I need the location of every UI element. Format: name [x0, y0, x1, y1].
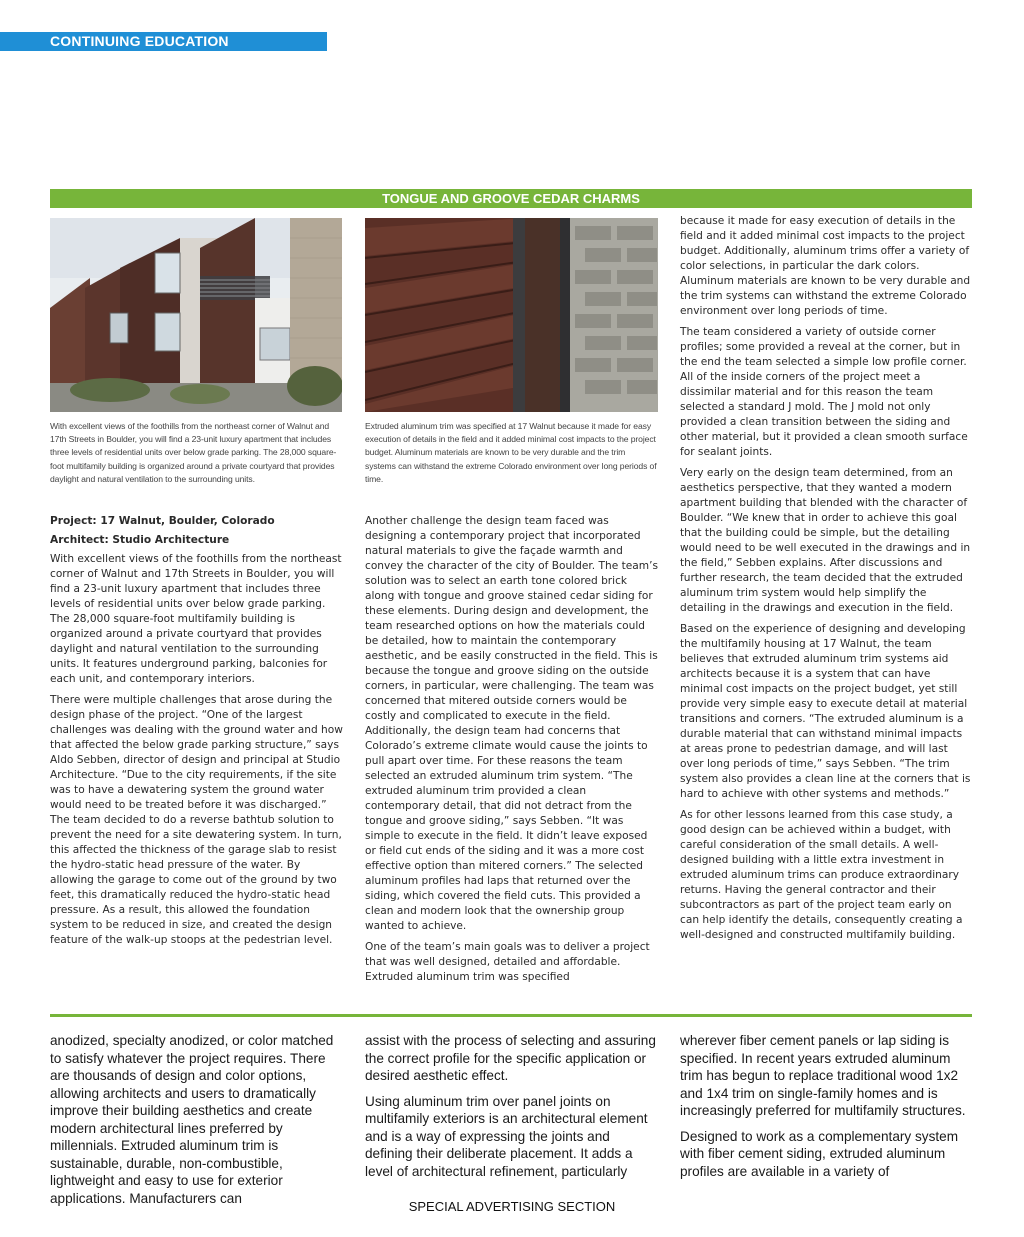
paragraph: The team considered a variety of outside corner profiles; some provided a reveal at the corner, but in the end the team selected a simple low profile corner. All of the inside corners of the project meet a dissimilar material and for this reason the team selected a standard J mold. The J mold not only provided a clean transition between the siding and other material, but it provided a clean smooth surface for sealant joints. [680, 326, 968, 458]
paragraph: Another challenge the design team faced was designing a contemporary project that incorporated natural materials to give the façade warmth and convey the character of the city of Boulder. The team’s solution was to select an earth tone colored brick along with tongue and groove stained cedar siding for these elements. During design and development, the team researched options on how the materials could be detailed, how to maintain the contemporary aesthetic, and be easily constructed in the field. This is because the tongue and groove siding on the outside corners, in particular, were challenging. The team was concerned that mitered outside corners would be costly and complicated to execute in the field. Additionally, the design team had concerns that Colorado’s extreme climate would cause the joints to pull apart over time. For these reasons the team selected an extruded aluminum trim system. “The extruded aluminum trim provided a clean contemporary detail, that did not detract from the tongue and groove siding,” says Sebben. “It was simple to execute in the field. It didn’t leave exposed or field cut ends of the siding and it was a more cost effective option than mitered corners.” The selected aluminum profiles had laps that returned over the siding, which covered the field cuts. This provided a clean and modern look that the ownership group wanted to achieve. [365, 515, 658, 932]
footer-label: SPECIAL ADVERTISING SECTION [408, 1199, 616, 1214]
sidebar-title: TONGUE AND GROOVE CEDAR CHARMS [50, 189, 972, 208]
section-label: CONTINUING EDUCATION [0, 32, 327, 51]
building-photo [50, 218, 342, 412]
paragraph: Based on the experience of designing and developing the multifamily housing at 17 Walnut, the team believes that extruded aluminum trim systems aid architects because it is a system that can have minimal cost impacts on the project budget, yet still provide very simple easy to execute detail at material transitions and corners. “The extruded aluminum is a durable material that can withstand minimal impacts at areas prone to pedestrian damage, and will last over long periods of time,” says Sebben. “The trim system also provides a clean line at the corners that is hard to achieve with other systems and methods.” [680, 623, 971, 800]
main-column-3 [680, 1032, 974, 1188]
sidebar-column-1 [50, 514, 343, 954]
paragraph: With excellent views of the foothills from the northeast corner of Walnut and 17th Streets in Boulder, you will find a 23-unit luxury apartment that includes three levels of residential units over below grade parking. The 28,000 square-foot multifamily building is organized around a private courtyard that provides daylight and natural ventilation to the surrounding units. It features underground parking, balconies for each unit, and contemporary interiors. [50, 553, 342, 685]
paragraph: anodized, specialty anodized, or color matched to satisfy whatever the project requires. There are thousands of design and color options, allowing architects and users to dramatically improve their building aesthetics and create modern architectural lines preferred by millennials. Extruded aluminum trim is sustainable, durable, non-combustible, lightweight and easy to use for exterior applications. Manufacturers can [50, 1033, 334, 1206]
paragraph: Using aluminum trim over panel joints on multifamily exteriors is an architectural element and is a way of expressing the joints and defining their deliberate placement. It adds a level of architectural refinement, particularly [365, 1093, 648, 1179]
paragraph: One of the team’s main goals was to deliver a project that was well designed, detailed and affordable. Extruded aluminum trim was specified [365, 941, 650, 983]
siding-photo-caption: Extruded aluminum trim was specified at 17 Walnut because it made for easy execution of details in the field and it added minimal cost impacts to the project budget. Aluminum materials are known to be very durable and the trim systems can withstand the extreme Colorado environment over long periods of time. [365, 421, 657, 484]
paragraph: wherever fiber cement panels or lap siding is specified. In recent years extruded aluminum trim has begun to replace traditional wood 1x2 and 1x4 trim on single-family homes and is increasingly preferred for multifamily structures. [680, 1033, 966, 1118]
siding-detail-photo [365, 218, 658, 412]
paragraph: As for other lessons learned from this case study, a good design can be achieved within a budget, with careful consideration of the small details. A well-designed building with a little extra investment in extruded aluminum trims can produce extraordinary returns. Having the general contractor and their subcontractors as part of the project team early on can help identify the details, consequently creating a well-designed and constructed multifamily building. [680, 809, 963, 941]
main-column-1 [50, 1032, 344, 1215]
sidebar-column-3 [680, 214, 973, 949]
paragraph: Very early on the design team determined, from an aesthetics perspective, that they wanted a modern apartment building that blended with the character of Boulder. “We knew that in order to achieve this goal that the building could be simple, but the detailing would need to be well executed in the drawings and in the field,” Sebben explains. After discussions and further research, the team decided that the extruded aluminum trim system would help simplify the detailing in the drawings and execution in the field. [680, 467, 971, 614]
main-column-2 [365, 1032, 659, 1188]
paragraph: assist with the process of selecting and assuring the correct profile for the specific application or desired aesthetic effect. [365, 1033, 656, 1083]
architect-label: Architect: Studio Architecture [50, 534, 230, 546]
sidebar-column-2 [365, 514, 658, 991]
paragraph: Designed to work as a complementary system with fiber cement siding, extruded aluminum profiles are available in a variety of [680, 1128, 959, 1179]
paragraph: There were multiple challenges that arose during the design phase of the project. “One of the largest challenges was dealing with the ground water and how that affected the below grade parking structure,” says Aldo Sebben, director of design and principal at Studio Architecture. “Due to the city requirements, if the site was to have a dewatering system the ground water would need to be treated before it was discharged.” The team decided to do a reverse bathtub solution to prevent the need for a site dewatering system. In turn, this affected the thickness of the garage slab to resist the hydro-static head pressure of the water. By allowing the garage to come out of the ground by two feet, this dramatically reduced the hydro-static head pressure. As a result, this allowed the foundation system to be reduced in size, and created the design feature of the walk-up stoops at the pedestrian level. [50, 694, 343, 946]
building-photo-caption: With excellent views of the foothills from the northeast corner of Walnut and 17th Streets in Boulder, you will find a 23-unit luxury apartment that includes three levels of residential units over below grade parking. The 28,000 square-foot multifamily building is organized around a private courtyard that provides daylight and natural ventilation to the surrounding units. [50, 421, 337, 484]
project-label: Project: 17 Walnut, Boulder, Colorado [50, 515, 275, 527]
paragraph: because it made for easy execution of details in the field and it added minimal cost impacts to the project budget. Additionally, aluminum trims offer a variety of color selections, in particular the dark colors. Aluminum materials are known to be very durable and the trim systems can withstand the extreme Colorado environment over long periods of time. [680, 215, 971, 317]
divider [50, 1014, 972, 1017]
